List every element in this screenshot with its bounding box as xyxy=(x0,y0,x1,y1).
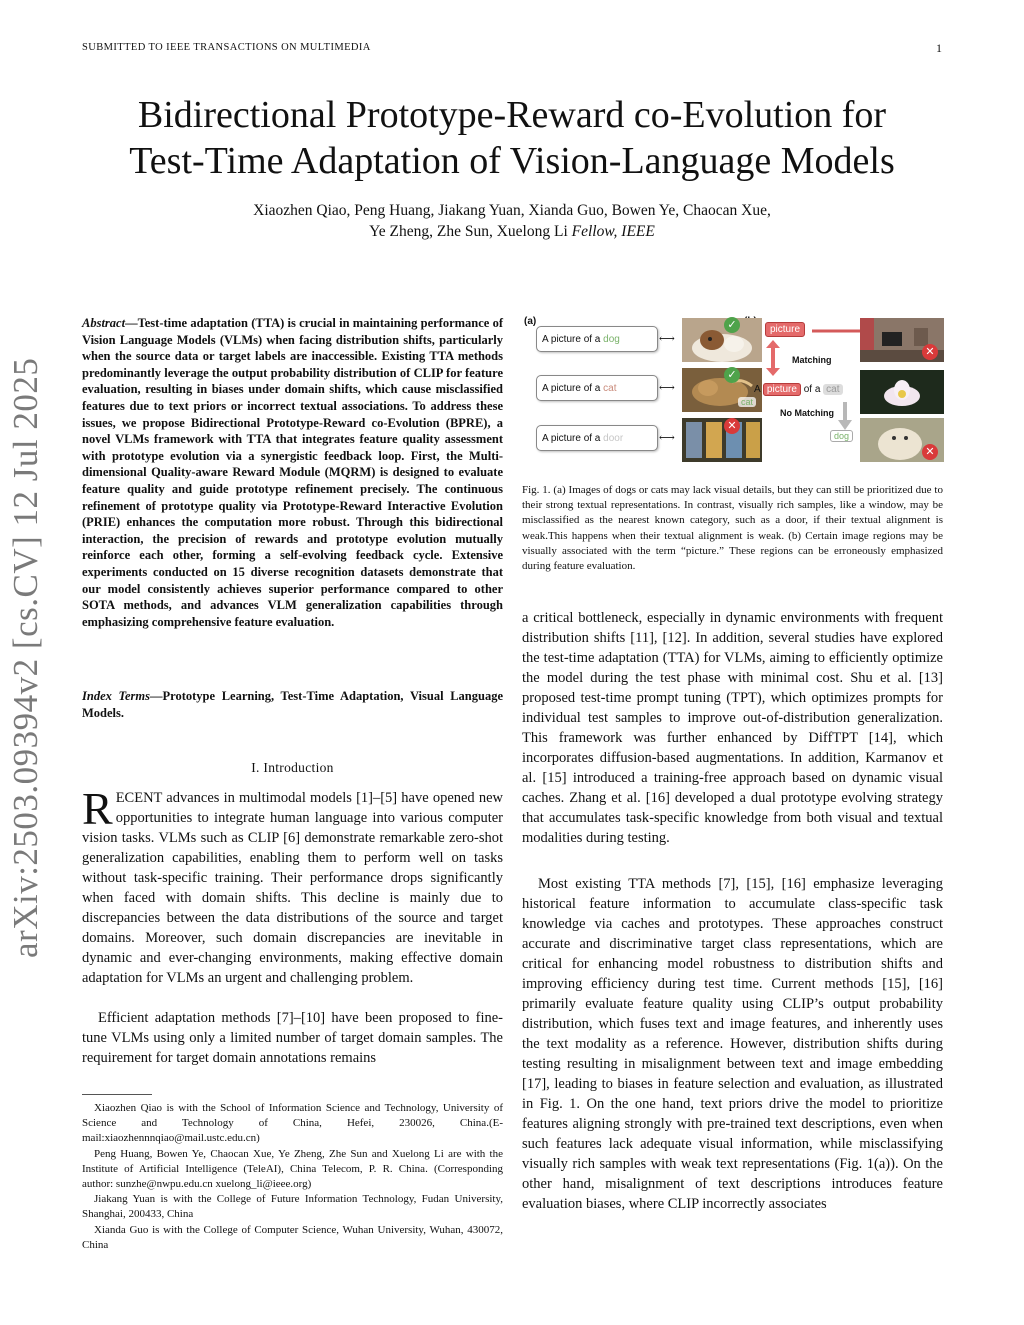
cross-icon: ✕ xyxy=(922,444,938,460)
abstract-text: —Test-time adaptation (TTA) is crucial in maintaining performance of Vision Language Models (VLMs) when facing distribution shifts, particularly when the source data or target labels are inaccessible. Existing TTA methods predominantly leverage the output probability distribution of CLIP for feature evaluation, resulting in biases under domain shifts, which cause misclassified features due to text priors or incorrect textual associations. To address these issues, we propose Bidirectional Prototype-Reward co-Evolution (BPRE), a novel VLMs framework with TTA that integrates feature quality assessment with prototype evolution via a synergistic feedback loop. First, the Multi-dimensional Quality-aware Reward Module (MQRM) is designed to evaluate feature quality and guide prototype refinement precisely. The continuous refinement of prototype quality via Prototype-Reward Interactive Evolution (PRIE) enhances the computation more robust. Through this bidirectional interaction, the precision of rewards and prototype evolution mutually reinforce each other, forming a self-evolving feedback cycle. Extensive experiments conducted on 15 diverse recognition datasets demonstrate that our model consistently achieves superior performance compared to other SOTA methods, and advances VLM generalization capabilities through emphasizing comprehensive feature evaluation. xyxy=(82,316,503,629)
abstract-label: Abstract xyxy=(82,316,126,330)
right-p1-text: a critical bottleneck, especially in dynamic environments with frequent distribution shifts [11], [12]. In addition, several studies have explored the test-time adaptation (TTA) for VLMs, aiming to efficiently optimize the model during the test phase with minimal cost. Shu et al. [13] proposed test-time prompt tuning (TPT), which optimizes prompts for individual test samples to improve out-of-distribution generalization. This framework was further enhanced by DiffTPT [14], which incorporates diffusion-based augmentations. In addition, Karmanov et al. [15] introduced a training-free approach based on dynamic visual caches. Zhang et al. [16] developed a dual prototype evolving strategy that accumulates task-specific knowledge from both visual and textual modalities during testing. xyxy=(522,610,943,846)
cross-icon: ✕ xyxy=(724,418,740,434)
author-list xyxy=(60,200,964,242)
class-cat-gray: cat xyxy=(823,384,842,395)
intro-paragraph-2 xyxy=(82,1008,503,1068)
lotus-image-icon xyxy=(860,370,944,414)
index-terms-label: Index Terms xyxy=(82,689,151,703)
section-title-introduction: I. Introduction xyxy=(251,760,334,775)
sentence-picture-of-cat xyxy=(754,384,843,395)
right-paragraph-2 xyxy=(522,874,943,1214)
prompt-dog xyxy=(536,326,658,352)
figure-1-caption: Fig. 1. (a) Images of dogs or cats may lack visual details, but they can still be prioritized due to their strong textual representations. In contrast, visually rich samples, like a window, may be misclassified as the nearest known category, such as a door, if their textual alignment is weak.This happens when their textual alignment is weak. (b) Certain image regions may be visually associated with the term “picture.” These regions can be erroneously emphasized during feature evaluation. xyxy=(522,484,943,573)
footnote-rule xyxy=(82,1094,152,1095)
class-cat: cat xyxy=(603,383,617,394)
arrow-icon: ⟷ xyxy=(659,333,675,345)
sentence-of-a: of a xyxy=(803,384,821,395)
picture-word-inline: picture xyxy=(763,383,801,396)
picture-word-box: picture xyxy=(765,322,805,337)
authors-line-2-names: Ye Zheng, Zhe Sun, Xuelong Li xyxy=(369,223,568,240)
cross-icon: ✕ xyxy=(922,344,938,360)
panel-a-label: (a) xyxy=(524,316,537,327)
link-line-icon xyxy=(812,326,862,336)
prompt-text: A picture of a xyxy=(542,383,601,394)
figure-1 xyxy=(522,316,944,470)
page-number: 1 xyxy=(936,41,942,55)
cat-photo xyxy=(682,368,762,412)
authors-fellow: Fellow, IEEE xyxy=(571,223,655,240)
prompt-text: A picture of a xyxy=(542,334,601,345)
index-terms-text: —Prototype Learning, Test-Time Adaptation, Visual Language Models. xyxy=(82,689,503,720)
tag-dog: dog xyxy=(830,430,853,442)
check-icon: ✓ xyxy=(724,317,740,333)
footnotes xyxy=(82,1101,503,1253)
class-dog: dog xyxy=(603,334,620,345)
prompt-text: A picture of a xyxy=(542,433,601,444)
intro-p2-text: Efficient adaptation methods [7]–[10] have been proposed to fine-tune VLMs using only a limited number of target domain samples. The requirement for target domain annotations remains xyxy=(82,1010,503,1066)
footnote-2: Peng Huang, Bowen Ye, Chaocan Xue, Ye Zheng, Zhe Sun and Xuelong Li are with the Institute of Artificial Intelligence (TeleAI), China Telecom, P. R. China. (Corresponding author: sunzhe@nwpu.edu.cn xuelong_li@ieee.org) xyxy=(82,1147,503,1191)
window-photo xyxy=(682,418,762,462)
title-line-1: Bidirectional Prototype-Reward co-Evolution for xyxy=(137,94,887,136)
intro-p1-text: ECENT advances in multimodal models [1]–[5] have opened new opportunities to integrate human language into various computer vision tasks. VLMs such as CLIP [6] demonstrate remarkable zero-shot generalization capabilities, enabling them to perform well on tasks without task-specific training. Their performance drops significantly when faced with domain shifts. This decline is mainly due to discrepancies between the data distributions of the source and target domains. Moreover, such domain discrepancies are inevitable in dynamic and ever-changing environments, making effective domain adaptation for VLMs an urgent and challenging problem. xyxy=(82,790,503,986)
authors-line-2 xyxy=(60,221,964,242)
authors-line-1: Xiaozhen Qiao, Peng Huang, Jiakang Yuan, Xianda Guo, Bowen Ye, Chaocan Xue, xyxy=(253,202,771,219)
footnote-1: Xiaozhen Qiao is with the School of Information Science and Technology, University of Science and Technology of China, Hefei, 230026, China.(E-mail:xiaozhennnqiao@mail.ustc.edu.cn) xyxy=(82,1102,503,1145)
title-line-2: Test-Time Adaptation of Vision-Language Models xyxy=(129,140,895,182)
tag-cat: cat xyxy=(738,397,756,407)
footnote-4: Xianda Guo is with the College of Computer Science, Wuhan University, Wuhan, 430072, China xyxy=(82,1223,503,1251)
prompt-cat xyxy=(536,375,658,401)
index-terms xyxy=(82,688,503,721)
down-arrow-icon xyxy=(838,402,852,430)
check-icon: ✓ xyxy=(724,367,740,383)
window-image-icon xyxy=(682,418,762,462)
dog-photo xyxy=(682,318,762,362)
running-header: SUBMITTED TO IEEE TRANSACTIONS ON MULTIMEDIA xyxy=(82,42,371,53)
class-door: door xyxy=(603,433,624,444)
intro-paragraph-1 xyxy=(82,783,503,988)
right-paragraph-1 xyxy=(522,608,943,848)
dropcap-letter: R xyxy=(82,783,113,834)
arrow-icon: ⟷ xyxy=(659,382,675,394)
updown-arrow-icon xyxy=(766,340,780,376)
arrow-icon: ⟷ xyxy=(659,432,675,444)
abstract xyxy=(82,315,503,630)
paper-title xyxy=(60,92,964,184)
lotus-photo xyxy=(860,370,944,414)
footnote-3: Jiakang Yuan is with the College of Future Information Technology, Fudan University, Shanghai, 200433, China xyxy=(82,1193,503,1221)
matching-label: Matching xyxy=(792,355,832,365)
right-p2-text: Most existing TTA methods [7], [15], [16] emphasize leveraging historical feature information to accumulate class-specific task knowledge via caches and prototypes. These approaches construct accurate and discriminative target class representations, which are critical for enhancing model robustness to distribution shifts and improving efficiency during test time. Current methods [15], [16] primarily evaluate feature quality using CLIP’s output probability distribution, which fuses text and image features, and inherently uses the text modality as a reference. However, distribution shifts during testing resulting in misalignment between text and image embedding [17], leading to biases in feature selection and evaluation, as illustrated in Fig. 1. On the one hand, text priors drive the model to prioritize features aligning strongly with pre-trained text descriptions, even when such features lack adequate visual information, while misclassifying visually rich samples with weak text representations (Fig. 1(a)). On the other hand, misalignment of text descriptions introduces feature evaluation biases, where CLIP incorrectly associates xyxy=(522,876,943,1212)
prompt-door xyxy=(536,425,658,451)
dog-image-icon xyxy=(682,318,762,362)
no-matching-label: No Matching xyxy=(780,408,834,418)
sentence-a: A xyxy=(754,384,761,395)
arxiv-watermark: arXiv:2503.09394v2 [cs.CV] 12 Jul 2025 xyxy=(6,357,45,958)
